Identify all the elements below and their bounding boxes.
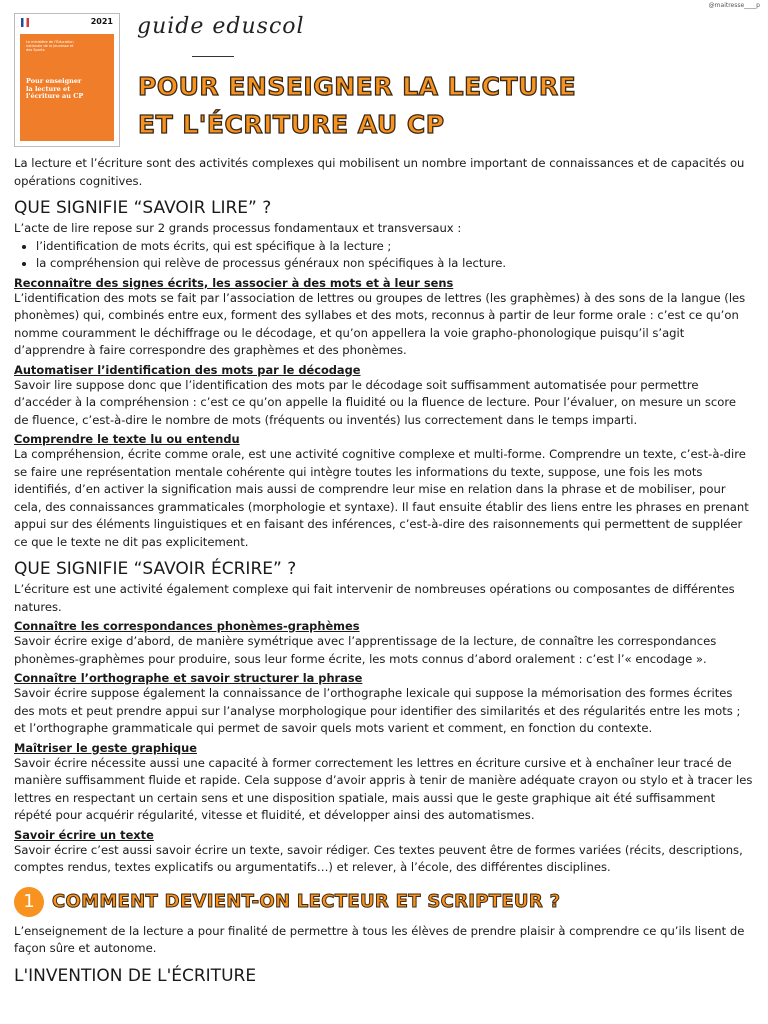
section-1-title: COMMENT DEVIENT-ON LECTEUR ET SCRIPTEUR ? [52, 891, 561, 912]
subheading-automatiser: Automatiser l’identification des mots par le décodage [14, 362, 361, 377]
paragraph-orthographe: Savoir écrire suppose également la connaissance de l’orthographe lexicale qui suppose la mémorisation des formes écrites des mots et peut prendre appui sur l’analyse morphologique pour identifier des similarités et des régularités entre les mots ; et l’orthographe grammaticale qui permet de savoir quels mots varient et comment, en fonction du contexte. [14, 686, 741, 735]
heading-invention-ecriture: L'INVENTION DE L'ÉCRITURE [14, 965, 257, 986]
cover-orange-panel [20, 34, 114, 141]
subheading-correspondances: Connaître les correspondances phonèmes-graphèmes [14, 619, 360, 633]
subheading-comprendre: Comprendre le texte lu ou entendu [14, 432, 240, 446]
section-1-header [14, 887, 754, 917]
lire-lead: L’acte de lire repose sur 2 grands processus fondamentaux et transversaux : [14, 221, 462, 235]
list-item: • la compréhension qui relève de processus généraux non spécifiques à la lecture. [36, 255, 754, 273]
heading-savoir-lire: QUE SIGNIFIE “SAVOIR LIRE” ? [14, 198, 272, 218]
page-title-line1: POUR ENSEIGNER LA LECTURE [138, 72, 577, 101]
subheading-geste-graphique: Maîtriser le geste graphique [14, 740, 197, 755]
subheading-reconnaitre: Reconnaître des signes écrits, les associer à des mots et à leur sens [14, 275, 454, 290]
page-title [138, 68, 576, 144]
guide-label: guide eduscol [137, 14, 305, 39]
paragraph-ecrire-texte: Savoir écrire c’est aussi savoir écrire un texte, savoir rédiger. Ces textes peuvent être de formes variées (récits, descriptions, comptes rendus, textes explicatifs ou argumentatifs…) et relever, à l’école, des différentes disciplines. [14, 842, 743, 874]
section-1-paragraph: L’enseignement de la lecture a pour finalité de permettre à tous les élèves de prendre plaisir à comprendre ce qu’ils lisent de façon sûre et autonome. [14, 923, 745, 955]
cover-year: 2021 [90, 17, 113, 26]
guide-underline [192, 56, 234, 57]
paragraph-comprendre: La compréhension, écrite comme orale, est une activité cognitive complexe et multi-forme. Comprendre un texte, c’est-à-dire se faire une représentation mentale cohérente qui intègre toutes les informations du texte, suppose, une fois les mots identifiés, d’en activer la signification mais aussi de comprendre leur mise en relation dans la phrase et de mobiliser, pour cela, des connaissances grammaticales (morphologie et syntaxe). Il faut ensuite établir des liens entre les phrases en prenant appui sur des éléments linguistiques et en faisant des inférences, c’est-à-dire des raisonnements qui permettent de suppléer ce que le texte ne dit pas explicitement. [14, 447, 749, 549]
list-item: • l’identification de mots écrits, qui est spécifique à la lecture ; [36, 238, 754, 256]
subheading-ecrire-texte: Savoir écrire un texte [14, 827, 154, 842]
lire-bullets [14, 238, 754, 273]
paragraph-reconnaitre: L’identification des mots se fait par l’association de lettres ou groupes de lettres (les graphèmes) à des sons de la langue (les phonèmes) qui, combinés entre eux, forment des syllabes et des mots, reconnus à partir de leur forme orale : c’est ce qu’on nomme couramment le déchiffrage ou le décodage, et qu’on appellera la voie grapho-phonologique puisqu’il s’agit d’apprendre à faire correspondre des graphèmes et des phonèmes. [14, 290, 746, 357]
guide-cover-thumbnail [14, 13, 120, 147]
heading-savoir-ecrire: QUE SIGNIFIE “SAVOIR ÉCRIRE” ? [14, 559, 297, 579]
cover-title: Pour enseigner la lecture et l'écriture au CP [26, 77, 84, 100]
intro-paragraph: La lecture et l’écriture sont des activités complexes qui mobilisent un nombre important de connaissances et de capacités ou opérations cognitives. [14, 156, 745, 188]
ecrire-lead: L’écriture est une activité également complexe qui fait intervenir de nombreuses opérations ou composantes de différentes natures. [14, 582, 735, 614]
republique-logo-icon [21, 18, 29, 27]
paragraph-geste-graphique: Savoir écrire nécessite aussi une capacité à former correctement les lettres en écriture cursive et à enchaîner leur tracé de manière suffisamment fluide et rapide. Cela suppose d’avoir appris à tenir de manière adéquate crayon ou stylo et à tracer les lettres en respectant un certain sens et une disposition spatiale, mais aussi que le geste graphique ait été suffisamment répété pour acquérir régularité, vitesse et fluidité, et développer ainsi des automatismes. [14, 755, 753, 822]
section-number-badge: 1 [14, 887, 44, 917]
subheading-orthographe: Connaître l’orthographe et savoir structurer la phrase [14, 671, 363, 685]
paragraph-correspondances: Savoir écrire exige d’abord, de manière symétrique avec l’apprentissage de la lecture, de connaître les correspondances phonèmes-graphèmes pour produire, sous leur forme écrite, les mots connus d’abord oralement : c’est l’« encodage ». [14, 634, 717, 666]
main-content [14, 155, 754, 988]
page-title-line2: ET L'ÉCRITURE AU CP [138, 110, 445, 139]
paragraph-automatiser: Savoir lire suppose donc que l’identification des mots par le décodage soit suffisamment automatisée pour permettre d’accéder à la compréhension : c’est ce qu’on appelle la fluidité ou la fluence de lecture. Pour l’évaluer, on mesure un score de fluence, c’est-à-dire le nombre de mots (fréquents ou inventés) lus correctement dans le temps imparti. [14, 377, 736, 427]
cover-ministry-text: Le ministère de l'Éducation nationale de la Jeunesse et des Sports [26, 40, 74, 52]
author-handle: @maitresse____p [708, 2, 760, 9]
